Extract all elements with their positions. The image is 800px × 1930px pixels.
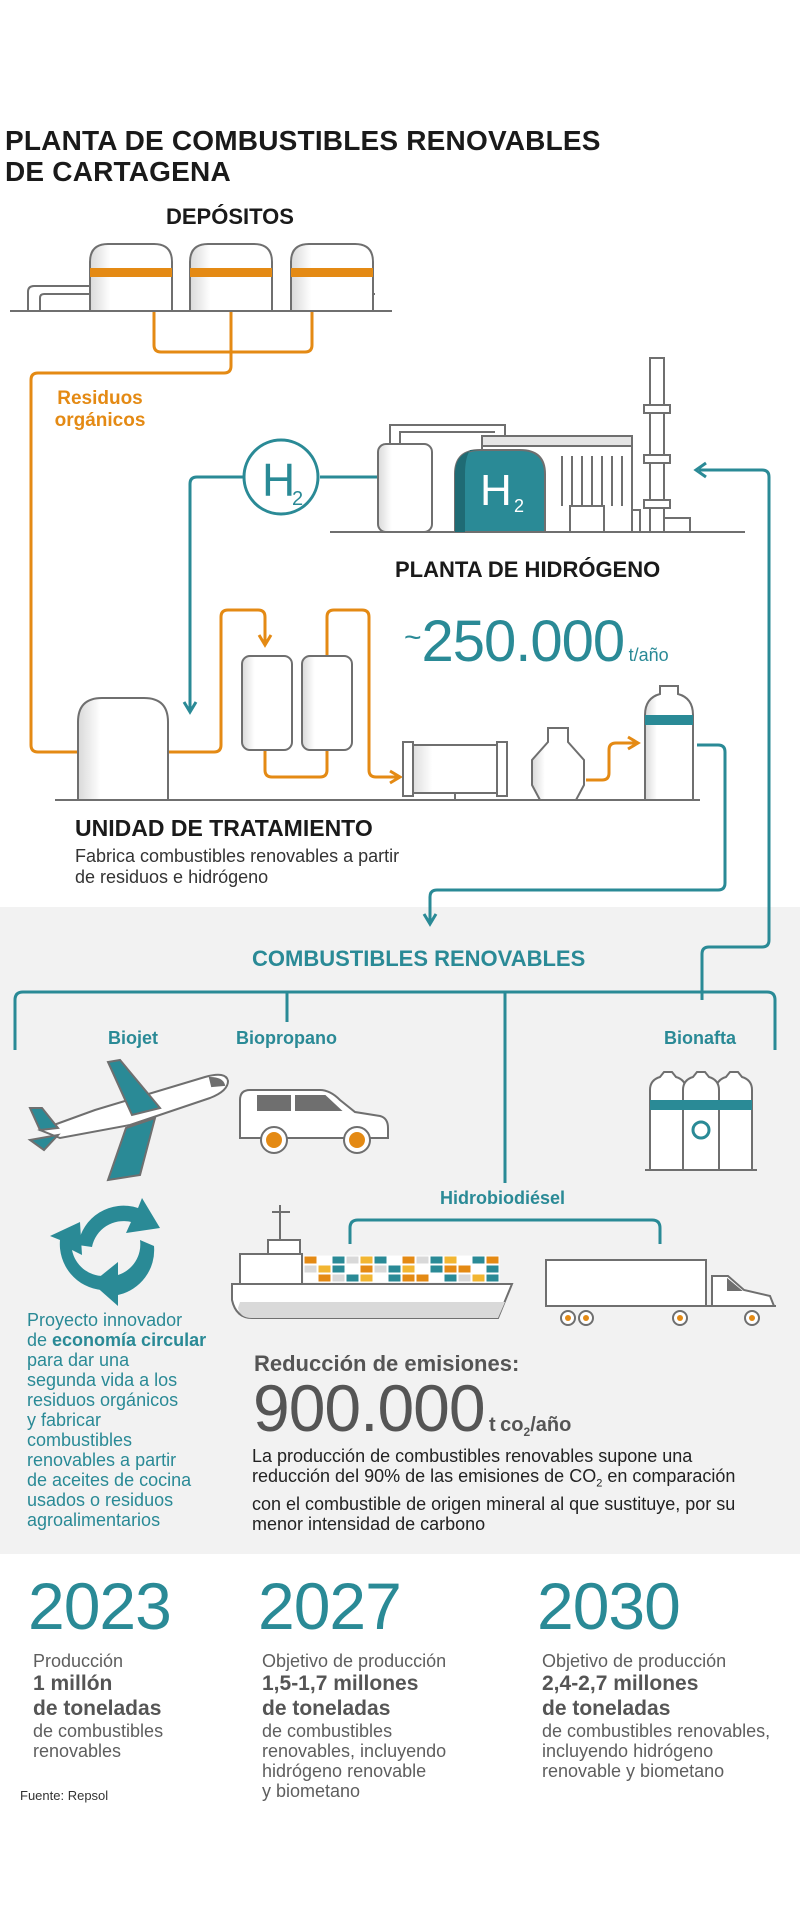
tank xyxy=(190,244,272,311)
container-block xyxy=(304,1274,317,1282)
container-block xyxy=(458,1274,471,1282)
emissions-desc-2-pre: reducción del 90% de las emisiones de CO xyxy=(252,1466,597,1486)
container-block xyxy=(332,1256,345,1264)
ship-containers xyxy=(304,1256,499,1282)
container-block xyxy=(318,1265,331,1273)
emissions-description xyxy=(252,1446,792,1534)
circular-line: renovables a partir xyxy=(27,1450,177,1470)
timeline-post: incluyendo hidrógeno xyxy=(542,1741,714,1761)
treatment-unit-label: UNIDAD DE TRATAMIENTO xyxy=(75,815,373,841)
container-block xyxy=(332,1274,345,1282)
container-block xyxy=(430,1265,443,1273)
title-line-1: PLANTA DE COMBUSTIBLES RENOVABLES xyxy=(5,125,601,156)
container-block xyxy=(360,1274,373,1282)
container-block xyxy=(486,1265,499,1273)
truck-illustration xyxy=(546,1260,776,1325)
emissions-unit-sub: 2 xyxy=(523,1425,531,1439)
circular-line: residuos orgánicos xyxy=(27,1390,179,1410)
container-block xyxy=(318,1274,331,1282)
svg-text:H: H xyxy=(480,466,512,515)
container-block xyxy=(402,1265,415,1273)
emissions-heading: Reducción de emisiones: xyxy=(254,1351,520,1376)
capacity-readout xyxy=(404,608,669,675)
timeline-item xyxy=(537,1569,797,1781)
container-block xyxy=(416,1265,429,1273)
car-illustration xyxy=(240,1090,388,1153)
organic-waste-line-2: orgánicos xyxy=(54,410,146,431)
hydrogen-plant-label: PLANTA DE HIDRÓGENO xyxy=(395,557,661,582)
emissions-unit-rest: /año xyxy=(530,1414,572,1436)
container-block xyxy=(458,1256,471,1264)
fuel-label-bionafta: Bionafta xyxy=(664,1028,736,1048)
container-block xyxy=(388,1274,401,1282)
container-block xyxy=(444,1265,457,1273)
organic-waste-label xyxy=(48,388,152,432)
container-block xyxy=(346,1256,359,1264)
timeline-strong-1: 2,4-2,7 millones xyxy=(542,1672,699,1695)
container-block xyxy=(486,1274,499,1282)
timeline-item xyxy=(258,1569,488,1801)
circular-line: para dar una xyxy=(27,1350,130,1370)
recycle-icon xyxy=(50,1198,160,1306)
container-block xyxy=(444,1274,457,1282)
container-block xyxy=(346,1274,359,1282)
tank xyxy=(291,244,373,311)
container-block xyxy=(304,1256,317,1264)
source-note: Fuente: Repsol xyxy=(20,1788,109,1803)
bionafta-bottles xyxy=(645,1072,757,1170)
renewable-fuels-label: COMBUSTIBLES RENOVABLES xyxy=(252,946,586,971)
container-block xyxy=(360,1265,373,1273)
treatment-unit-desc-1: Fabrica combustibles renovables a partir xyxy=(75,846,400,866)
circular-economy-strong: economía circular xyxy=(52,1330,207,1350)
emissions-value: 900.000 xyxy=(253,1371,485,1445)
organic-waste-line-1: Residuos xyxy=(57,388,143,409)
emissions-readout xyxy=(253,1370,571,1446)
container-block xyxy=(458,1265,471,1273)
emissions-desc-2 xyxy=(252,1466,792,1494)
circular-line: usados o residuos xyxy=(27,1490,174,1510)
tank xyxy=(90,244,172,311)
emissions-unit-co: co xyxy=(500,1414,524,1436)
timeline-strong-1: 1,5-1,7 millones xyxy=(262,1672,419,1695)
treatment-unit-block xyxy=(75,814,399,888)
container-block xyxy=(374,1256,387,1264)
circular-line: segunda vida a los xyxy=(27,1370,178,1390)
container-block xyxy=(444,1256,457,1264)
timeline-pre: Objetivo de producción xyxy=(542,1651,727,1671)
timeline-pre: Objetivo de producción xyxy=(262,1651,447,1671)
emissions-desc-1: La producción de combustibles renovables supone una xyxy=(252,1446,693,1466)
capacity-value: 250.000 xyxy=(421,609,625,674)
container-block xyxy=(486,1256,499,1264)
container-block xyxy=(402,1274,415,1282)
container-block xyxy=(402,1256,415,1264)
timeline-year: 2027 xyxy=(258,1569,401,1643)
timeline-year: 2030 xyxy=(537,1569,680,1643)
container-block xyxy=(374,1265,387,1273)
container-block xyxy=(388,1265,401,1273)
emissions-desc-4: menor intensidad de carbono xyxy=(252,1513,486,1534)
container-block xyxy=(388,1256,401,1264)
emissions-desc-3: con el combustible de origen mineral al que sustituye, por su xyxy=(252,1493,736,1514)
emissions-desc-2-post: en comparación xyxy=(602,1466,736,1486)
timeline-post: hidrógeno renovable xyxy=(262,1761,427,1781)
svg-text:2: 2 xyxy=(514,496,525,516)
container-block xyxy=(332,1265,345,1273)
deposits-label: DEPÓSITOS xyxy=(166,204,294,229)
treatment-unit-desc-2: de residuos e hidrógeno xyxy=(75,867,269,887)
circular-line-1: Proyecto innovador xyxy=(27,1310,183,1330)
timeline-post: de combustibles xyxy=(33,1721,164,1741)
circular-economy-text xyxy=(27,1310,227,1530)
fuel-label-biopropano: Biopropano xyxy=(236,1028,337,1048)
timeline-pre: Producción xyxy=(33,1651,124,1671)
hydrogen-plant xyxy=(330,358,745,532)
container-block xyxy=(318,1256,331,1264)
circular-line: de aceites de cocina xyxy=(27,1470,192,1490)
timeline-year: 2023 xyxy=(28,1569,171,1643)
container-block xyxy=(430,1274,443,1282)
airplane-illustration xyxy=(30,1060,228,1180)
container-block xyxy=(374,1274,387,1282)
timeline-strong-2: de toneladas xyxy=(33,1697,162,1720)
capacity-tilde: ~ xyxy=(404,621,422,654)
container-block xyxy=(472,1256,485,1264)
timeline-strong-2: de toneladas xyxy=(262,1697,391,1720)
emissions-desc-2-sub: 2 xyxy=(596,1477,603,1490)
circular-line-2-pre: de xyxy=(27,1330,53,1350)
timeline-post: y biometano xyxy=(262,1781,361,1801)
container-block xyxy=(416,1274,429,1282)
circular-line-2 xyxy=(27,1330,227,1350)
container-block xyxy=(472,1274,485,1282)
timeline-strong-1: 1 millón xyxy=(33,1672,113,1695)
container-block xyxy=(304,1265,317,1273)
timeline-item xyxy=(28,1569,228,1761)
container-block xyxy=(430,1256,443,1264)
timeline-post: de combustibles renovables, xyxy=(542,1721,771,1741)
container-block xyxy=(416,1256,429,1264)
timeline-post: renovables, incluyendo xyxy=(262,1741,447,1761)
container-block xyxy=(360,1256,373,1264)
emissions-unit xyxy=(500,1414,572,1439)
circular-line: agroalimentarios xyxy=(27,1510,161,1530)
fuel-label-biojet: Biojet xyxy=(108,1028,159,1048)
h2-circle xyxy=(244,440,318,514)
capacity-unit: t/año xyxy=(628,645,669,665)
emissions-unit-t: t xyxy=(489,1414,496,1436)
fuel-label-hidrobiodiesel: Hidrobiodiésel xyxy=(440,1188,566,1208)
timeline-post: de combustibles xyxy=(262,1721,393,1741)
deposits-tanks xyxy=(10,244,392,311)
svg-text:2: 2 xyxy=(292,488,304,510)
title-line-2: DE CARTAGENA xyxy=(5,156,231,187)
timeline-post: renovables xyxy=(33,1741,122,1761)
container-block xyxy=(346,1265,359,1273)
circular-line: combustibles xyxy=(27,1430,133,1450)
container-block xyxy=(472,1265,485,1273)
timeline-strong-2: de toneladas xyxy=(542,1697,671,1720)
circular-line: y fabricar xyxy=(27,1410,102,1430)
timeline-post: renovable y biometano xyxy=(542,1761,725,1781)
svg-text:H: H xyxy=(262,454,296,506)
